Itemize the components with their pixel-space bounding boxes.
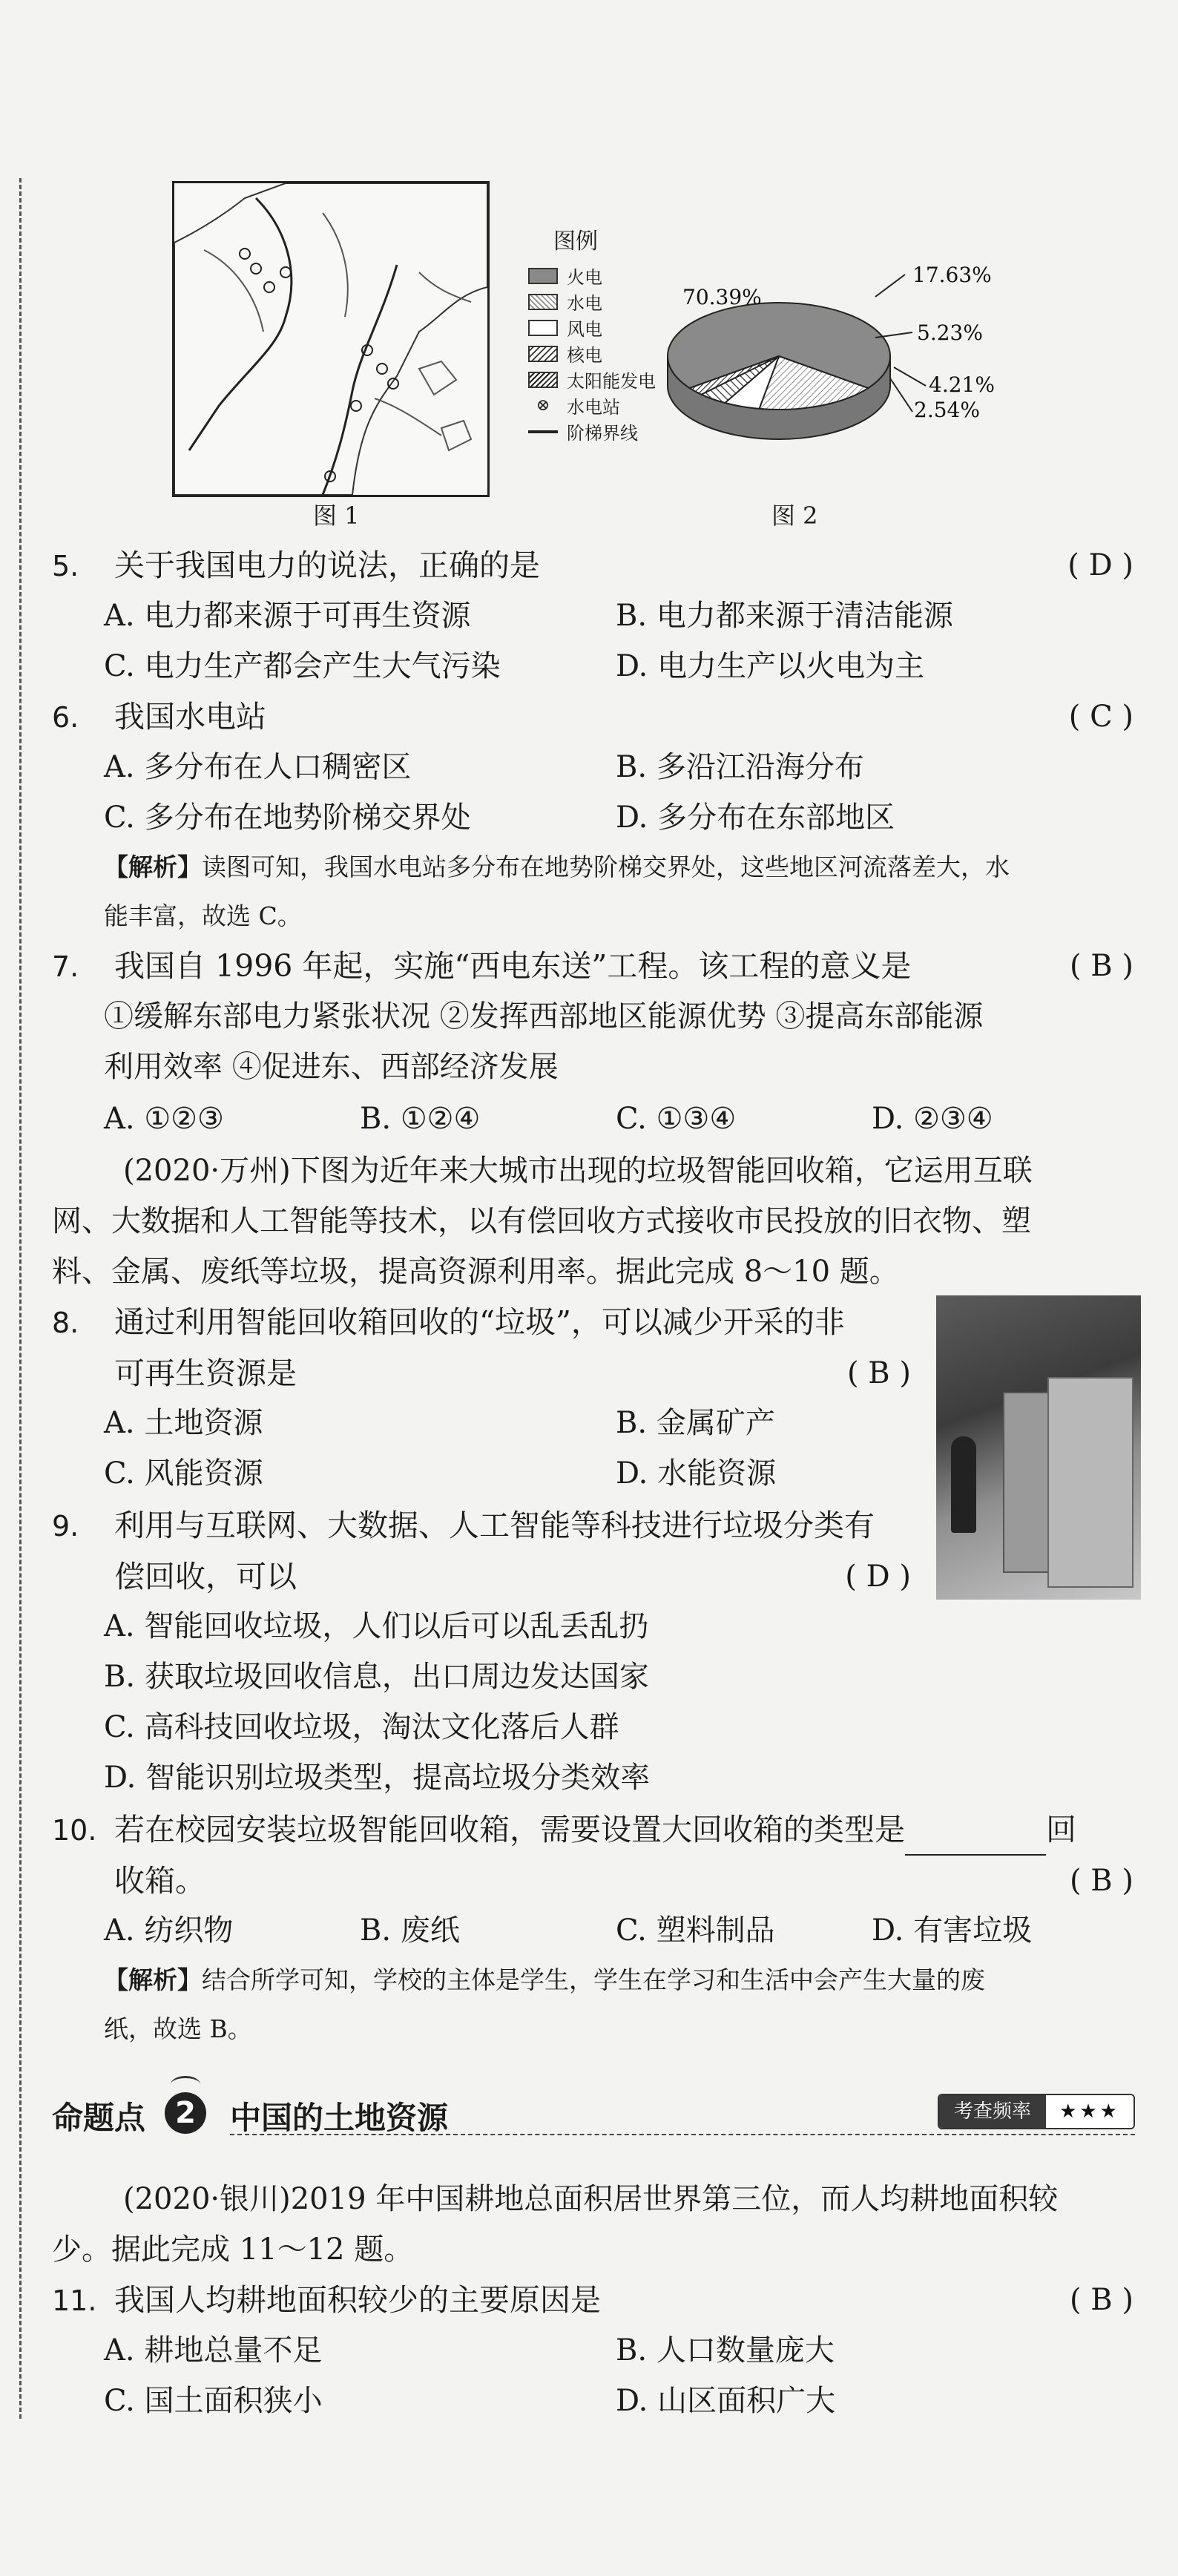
q8-option-c[interactable]: C. 风能资源 — [104, 1456, 263, 1491]
q11-option-b[interactable]: B. 人口数量庞大 — [616, 2333, 835, 2368]
q9-option-d[interactable]: D. 智能识别垃圾类型，提高垃圾分类效率 — [104, 1761, 651, 1795]
question-6-options — [104, 742, 1128, 843]
question-10-analysis: 【解析】结合所学可知，学校的主体是学生，学生在学习和生活中会产生大量的废 纸，故选 B。 — [104, 1965, 985, 2043]
q8-option-a[interactable]: A. 土地资源 — [104, 1406, 263, 1440]
question-11-stem: 我国人均耕地面积较少的主要原因是 — [114, 2282, 601, 2318]
question-11-options — [104, 2325, 1128, 2426]
q5-option-c[interactable]: C. 电力生产都会产生大气污染 — [104, 649, 501, 683]
answer-blank[interactable] — [905, 1824, 1046, 1856]
legend-item-hydro: 水电 — [528, 289, 751, 315]
q11-option-a[interactable]: A. 耕地总量不足 — [104, 2333, 323, 2368]
legend-item-wind: 风电 — [528, 315, 751, 341]
q9-option-a[interactable]: A. 智能回收垃圾，人们以后可以乱丢乱扔 — [104, 1609, 649, 1643]
question-10-stem: 若在校园安装垃圾智能回收箱，需要设置大回收箱的类型是 — [114, 1812, 905, 1847]
pie-label-1: 70.39% — [682, 285, 762, 309]
swatch-solar-icon — [528, 372, 558, 388]
legend-item-solar: 太阳能发电 — [528, 367, 751, 392]
q5-option-d[interactable]: D. 电力生产以火电为主 — [616, 649, 925, 683]
q6-option-c[interactable]: C. 多分布在地势阶梯交界处 — [104, 801, 471, 835]
question-10-options — [104, 1905, 1128, 1956]
question-8-answer: ( B ) — [846, 1356, 911, 1390]
q10-option-b[interactable]: B. 废纸 — [360, 1913, 460, 1948]
q11-option-c[interactable]: C. 国土面积狭小 — [104, 2384, 323, 2418]
question-7-statements: ①缓解东部电力紧张状况 ②发挥西部地区能源优势 ③提高东部能源 利用效率 ④促进东、西部经济发展 — [104, 999, 984, 1084]
question-5: 5. 关于我国电力的说法，正确的是 ( D ) — [52, 540, 1133, 591]
q9-option-c[interactable]: C. 高科技回收垃圾，淘汰文化落后人群 — [104, 1710, 619, 1744]
q9-option-b[interactable]: B. 获取垃圾回收信息，出口周边发达国家 — [104, 1660, 649, 1694]
question-11: 11. 我国人均耕地面积较少的主要原因是 ( B ) — [52, 2275, 1133, 2326]
figure-1-caption: 图 1 — [313, 502, 360, 530]
pie-label-2: 17.63% — [912, 263, 992, 287]
pie-label-3: 5.23% — [917, 321, 983, 345]
pie-leader-line — [890, 378, 912, 412]
station-symbol-icon: ⊗ — [536, 396, 550, 415]
frequency-badge: 考查频率 ★★★ — [938, 2094, 1135, 2129]
pie-label-4: 4.21% — [929, 372, 995, 397]
q7-option-b[interactable]: B. ①②④ — [360, 1102, 481, 1136]
analysis-label: 【解析】 — [104, 852, 202, 881]
legend-title: 图例 — [553, 229, 598, 254]
q7-option-c[interactable]: C. ①③④ — [616, 1102, 737, 1136]
pie-leader-line — [875, 275, 905, 297]
swatch-nuclear-icon — [528, 346, 558, 362]
figure-1-map — [172, 181, 490, 497]
map-drawing — [174, 183, 487, 495]
question-7: 7. 我国自 1996 年起，实施“西电东送”工程。该工程的意义是 ( B ) — [52, 941, 1133, 992]
question-6-answer: ( C ) — [1068, 700, 1133, 734]
swatch-wind-icon — [528, 320, 558, 336]
question-6-stem: 我国水电站 — [114, 699, 266, 735]
swatch-thermal-icon — [528, 268, 558, 284]
question-9-options — [104, 1601, 1128, 1803]
question-7-options — [104, 1094, 1128, 1144]
question-10: 10. 若在校园安装垃圾智能回收箱，需要设置大回收箱的类型是 回 收箱。 ( B ) — [52, 1804, 1133, 1906]
analysis-label: 【解析】 — [104, 1965, 202, 1994]
question-8-stem: 通过利用智能回收箱回收的“垃圾”，可以减少开采的非 — [114, 1304, 845, 1340]
question-7-stem: 我国自 1996 年起，实施“西电东送”工程。该工程的意义是 — [114, 948, 912, 984]
q6-option-a[interactable]: A. 多分布在人口稠密区 — [104, 750, 412, 784]
q6-option-d[interactable]: D. 多分布在东部地区 — [616, 801, 895, 835]
q8-option-b[interactable]: B. 金属矿产 — [616, 1406, 775, 1440]
question-8-options — [104, 1398, 1128, 1499]
signal-icon — [171, 2076, 200, 2093]
legend-item-nuclear: 核电 — [528, 341, 751, 367]
q10-option-d[interactable]: D. 有害垃圾 — [872, 1913, 1033, 1948]
question-11-answer: ( B ) — [1069, 2283, 1133, 2317]
hydropower-station-markers — [240, 249, 398, 482]
question-9: 9. 利用与互联网、大数据、人工智能等科技进行垃圾分类有 偿回收，可以 ( D ) — [52, 1500, 911, 1602]
section-header — [52, 2086, 1135, 2146]
passage-recycling: (2020·万州)下图为近年来大城市出现的垃圾智能回收箱，它运用互联 网、大数据和人工智能等技术，以有偿回收方式接收市民投放的旧衣物、塑 料、金属、废纸等垃圾，提高资源利用率。据此完成 8～10 题。 — [52, 1154, 1033, 1289]
q10-option-a[interactable]: A. 纺织物 — [104, 1913, 234, 1948]
question-7-answer: ( B ) — [1069, 949, 1133, 983]
section-divider — [230, 2134, 1135, 2135]
question-9-stem: 利用与互联网、大数据、人工智能等科技进行垃圾分类有 — [114, 1508, 875, 1543]
section-label: 命题点 — [52, 2100, 146, 2136]
legend-item-boundary: 阶梯界线 — [528, 418, 751, 444]
question-10-answer: ( B ) — [1069, 1864, 1133, 1898]
q5-option-b[interactable]: B. 电力都来源于清洁能源 — [616, 599, 953, 633]
q7-option-d[interactable]: D. ②③④ — [872, 1102, 993, 1136]
legend-item-station: ⊗ 水电站 — [528, 392, 751, 418]
question-5-stem: 关于我国电力的说法，正确的是 — [114, 548, 540, 583]
passage-farmland: (2020·银川)2019 年中国耕地总面积居世界第三位，而人均耕地面积较 少。据此完成 11～12 题。 — [52, 2182, 1059, 2267]
pie-label-5: 2.54% — [914, 398, 980, 422]
pie-leader-line — [894, 367, 926, 386]
legend-item-thermal: 火电 — [528, 263, 751, 289]
question-9-answer: ( D ) — [845, 1560, 911, 1594]
q11-option-d[interactable]: D. 山区面积广大 — [616, 2384, 836, 2418]
q6-option-b[interactable]: B. 多沿江沿海分布 — [616, 750, 864, 784]
question-5-options — [104, 591, 1128, 691]
q5-option-a[interactable]: A. 电力都来源于可再生资源 — [104, 599, 471, 633]
figure-2-caption: 图 2 — [771, 502, 818, 530]
boundary-line-icon — [528, 430, 558, 433]
pie-slices — [668, 303, 890, 410]
section-title: 中国的土地资源 — [230, 2100, 449, 2136]
figure-2-pie-chart — [653, 245, 1009, 482]
swatch-hydro-icon — [528, 294, 558, 310]
question-5-answer: ( D ) — [1067, 548, 1133, 582]
q10-option-c[interactable]: C. 塑料制品 — [616, 1913, 775, 1948]
binding-dashed-line — [19, 178, 22, 2419]
frequency-stars: ★★★ — [1046, 2095, 1133, 2128]
question-6-analysis: 【解析】读图可知，我国水电站多分布在地势阶梯交界处，这些地区河流落差大，水 能丰富，故选 C。 — [104, 852, 1010, 930]
question-6: 6. 我国水电站 ( C ) — [52, 691, 1133, 743]
question-8: 8. 通过利用智能回收箱回收的“垃圾”，可以减少开采的非 可再生资源是 ( B ) — [52, 1297, 911, 1399]
q7-option-a[interactable]: A. ①②③ — [104, 1102, 224, 1136]
section-number: 2 — [165, 2092, 206, 2134]
q8-option-d[interactable]: D. 水能资源 — [616, 1456, 777, 1491]
